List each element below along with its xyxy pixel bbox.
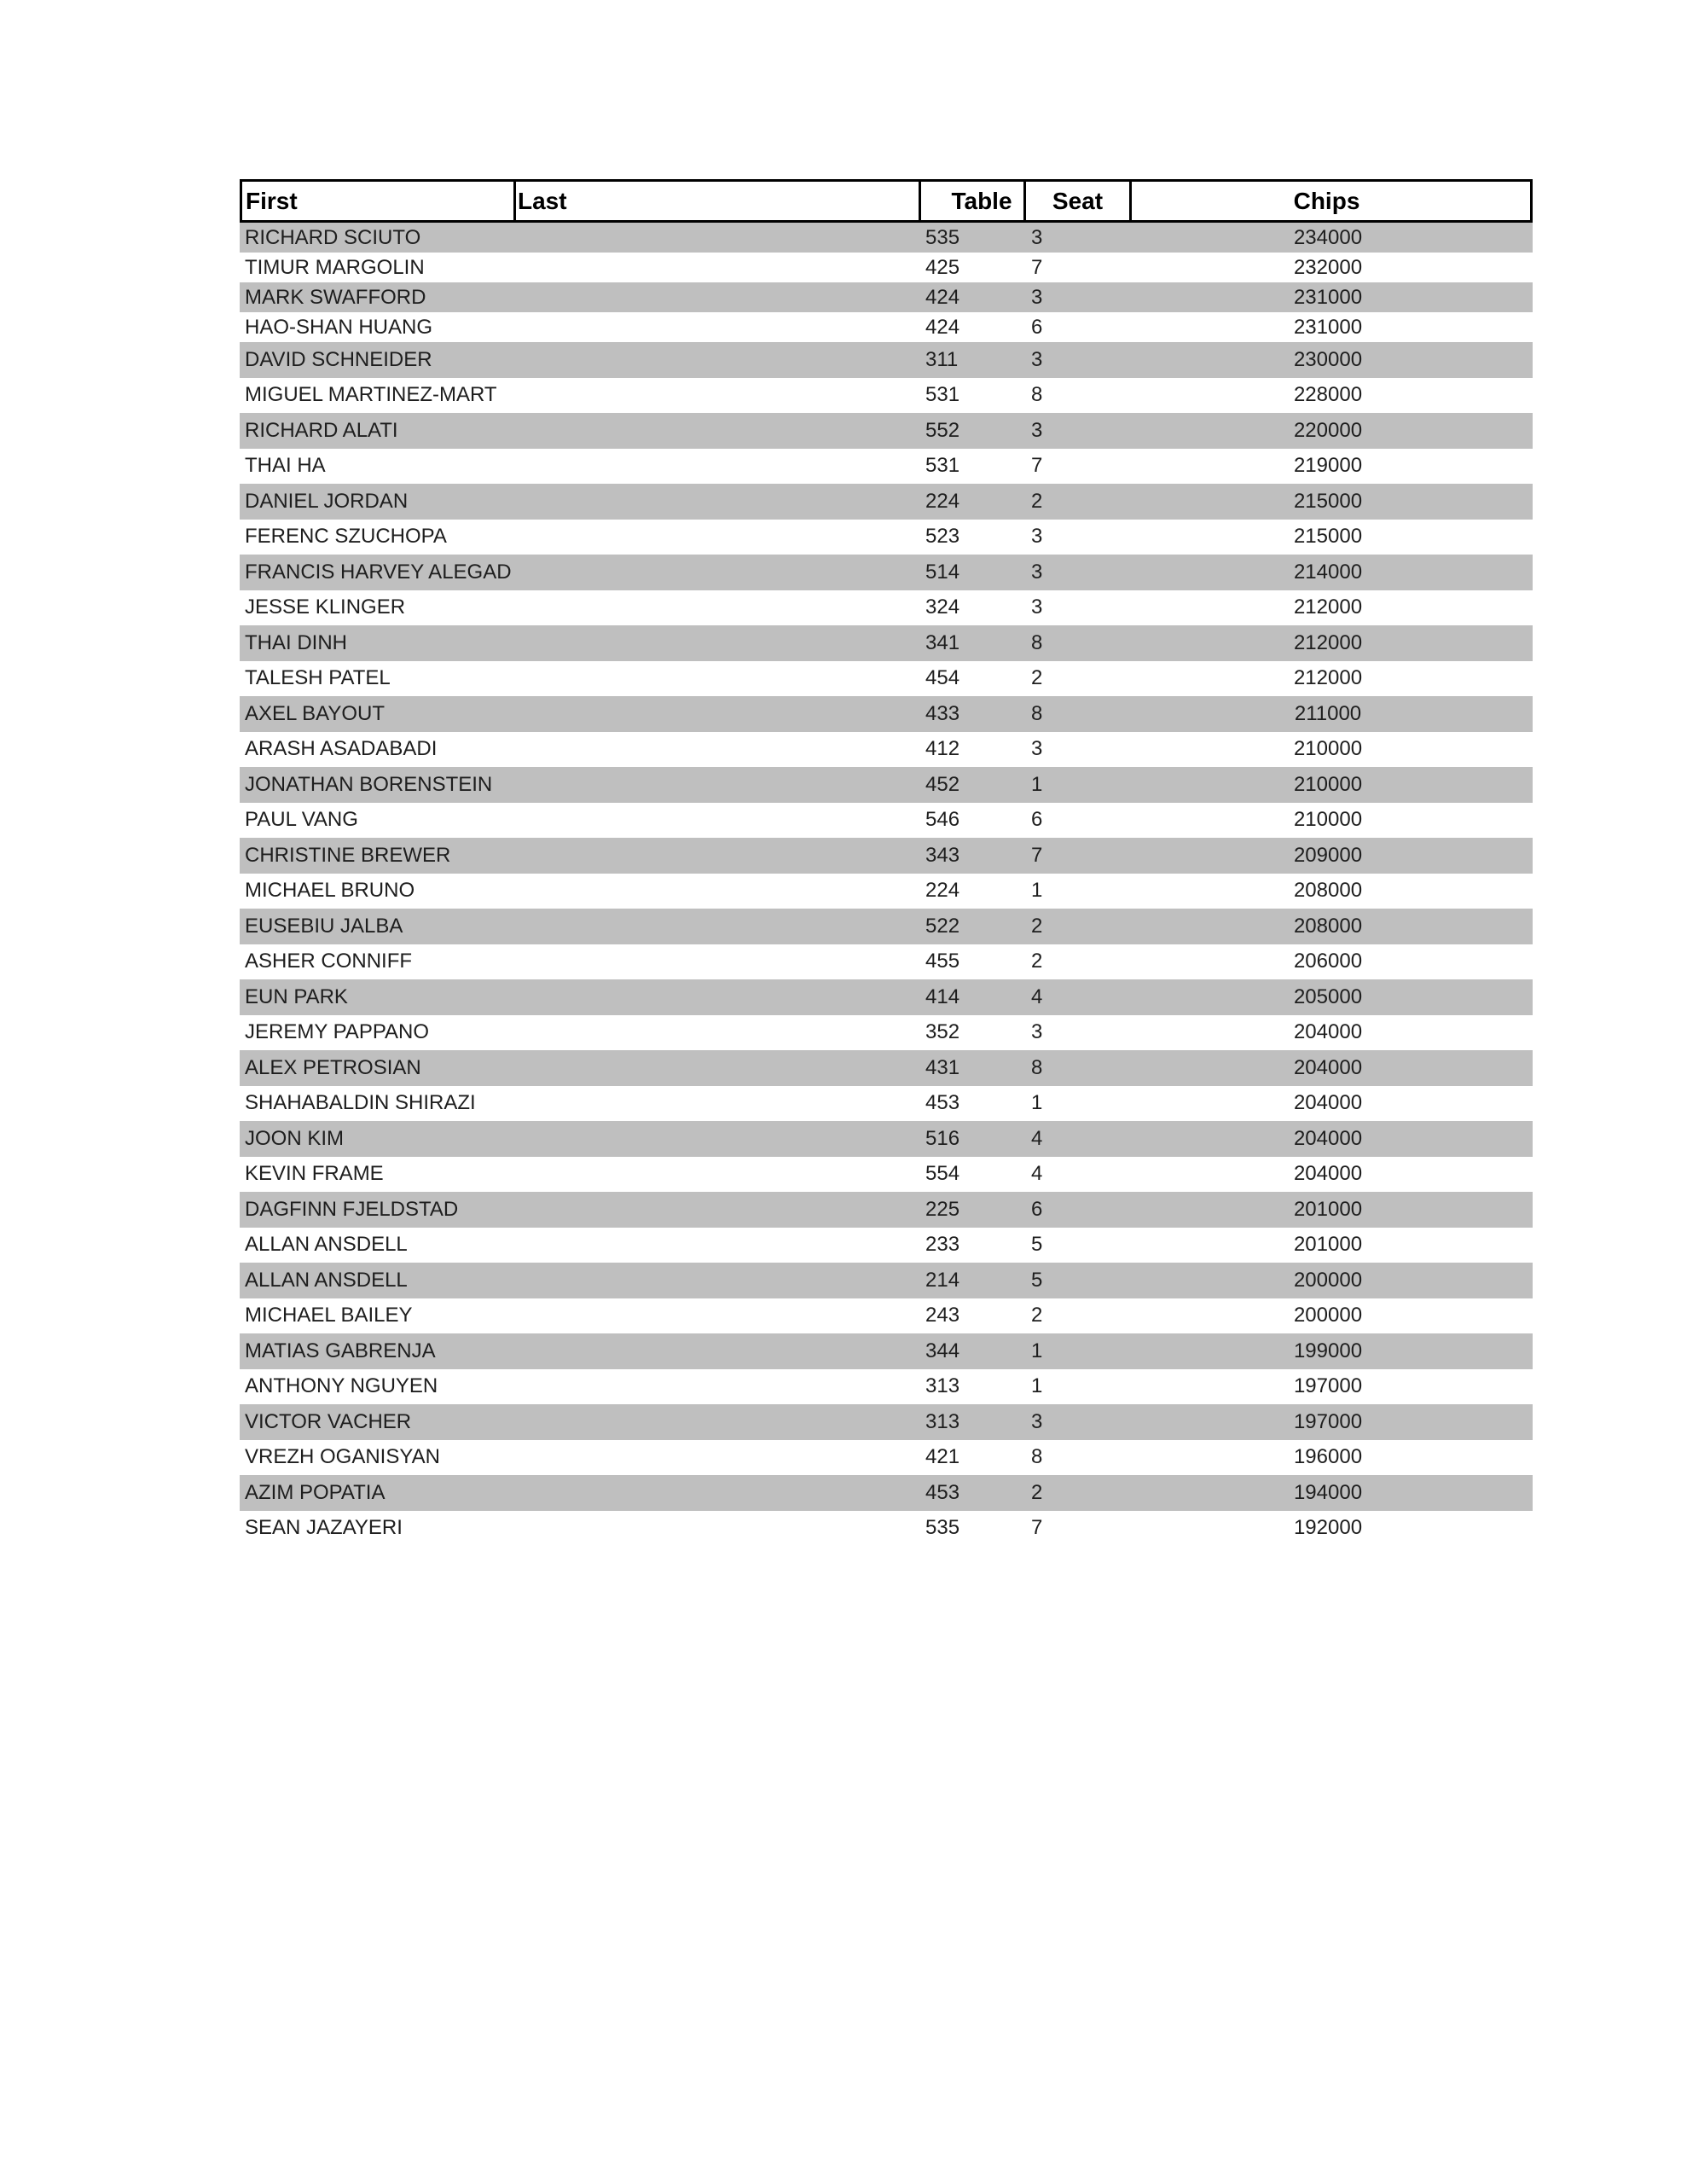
player-name: ALLAN ANSDELL (245, 1233, 408, 1257)
cell-table: 554 (925, 1162, 960, 1186)
cell-first-name (240, 226, 516, 250)
table-row (240, 1263, 1533, 1298)
cell-table: 552 (925, 418, 960, 442)
cell-chips: 210000 (1293, 737, 1363, 761)
cell-seat: 1 (1031, 1339, 1043, 1362)
player-name: TALESH PATEL (245, 666, 391, 690)
cell-seat: 2 (1031, 950, 1043, 973)
cell-seat: 7 (1031, 255, 1043, 279)
player-name: DAVID SCHNEIDER (245, 347, 432, 371)
cell-first-name (240, 1162, 516, 1186)
cell-first-name (240, 985, 516, 1009)
table-row (240, 661, 1533, 697)
player-name: ANTHONY NGUYEN (245, 1374, 438, 1398)
cell-first-name (240, 561, 516, 584)
cell-seat: 2 (1031, 1480, 1043, 1504)
cell-seat: 8 (1031, 630, 1043, 654)
player-name: VICTOR VACHER (245, 1409, 412, 1433)
table-row (240, 696, 1533, 732)
cell-seat: 5 (1031, 1268, 1043, 1292)
player-name: PAUL VANG (245, 808, 358, 832)
cell-seat: 3 (1031, 1020, 1043, 1044)
cell-table: 414 (925, 985, 960, 1008)
table-row (240, 253, 1533, 282)
cell-first-name (240, 1198, 516, 1222)
cell-first-name (240, 1374, 516, 1398)
player-name: FERENC SZUCHOPA (245, 525, 447, 549)
cell-chips: 215000 (1293, 489, 1363, 513)
cell-seat: 4 (1031, 1126, 1043, 1150)
cell-first-name (240, 773, 516, 797)
player-name: RICHARD SCIUTO (245, 225, 421, 249)
player-name: DAGFINN FJELDSTAD (245, 1197, 459, 1221)
cell-chips: 231000 (1293, 315, 1363, 339)
cell-first-name (240, 1020, 516, 1044)
table-row (240, 1015, 1533, 1051)
cell-table: 514 (925, 560, 960, 584)
cell-chips: 211000 (1294, 701, 1362, 725)
table-row (240, 979, 1533, 1015)
cell-chips: 208000 (1293, 879, 1363, 903)
cell-table: 531 (925, 383, 960, 407)
cell-table: 344 (925, 1339, 960, 1362)
player-name: VREZH OGANISYAN (245, 1445, 440, 1469)
cell-table: 341 (925, 630, 960, 654)
player-name: JEREMY PAPPANO (245, 1020, 430, 1044)
table-row (240, 449, 1533, 485)
cell-seat: 3 (1031, 285, 1043, 309)
cell-table: 453 (925, 1480, 960, 1504)
cell-first-name (240, 1445, 516, 1469)
cell-first-name (240, 915, 516, 938)
cell-seat: 3 (1031, 418, 1043, 442)
cell-table: 225 (925, 1197, 960, 1221)
cell-first-name (240, 1056, 516, 1080)
table-row (240, 520, 1533, 555)
cell-first-name (240, 525, 516, 549)
cell-chips: 192000 (1293, 1516, 1363, 1540)
player-name: HAO-SHAN HUANG (245, 315, 433, 339)
cell-chips: 220000 (1293, 418, 1363, 442)
cell-chips: 206000 (1293, 950, 1363, 973)
cell-first-name (240, 1481, 516, 1505)
player-name: AXEL BAYOUT (245, 701, 386, 725)
cell-seat: 1 (1031, 1374, 1043, 1398)
table-row (240, 1369, 1533, 1405)
cell-first-name (240, 808, 516, 832)
table-row (240, 732, 1533, 768)
cell-chips: 234000 (1293, 225, 1363, 249)
cell-chips: 200000 (1293, 1304, 1363, 1327)
table-row (240, 803, 1533, 839)
cell-first-name (240, 737, 516, 761)
cell-seat: 7 (1031, 843, 1043, 867)
player-name: SEAN JAZAYERI (245, 1516, 403, 1540)
cell-chips: 210000 (1293, 808, 1363, 832)
cell-table: 522 (925, 914, 960, 938)
cell-chips: 231000 (1293, 285, 1363, 309)
cell-table: 424 (925, 315, 960, 339)
header-last: Last (516, 182, 921, 220)
cell-chips: 204000 (1293, 1055, 1363, 1079)
cell-chips: 200000 (1293, 1268, 1363, 1292)
table-row (240, 378, 1533, 414)
cell-chips: 212000 (1293, 666, 1363, 690)
player-name: MIGUEL MARTINEZ-MART (245, 383, 497, 407)
player-name: JONATHAN BORENSTEIN (245, 772, 493, 796)
cell-seat: 1 (1031, 879, 1043, 903)
cell-seat: 2 (1031, 489, 1043, 513)
cell-chips: 214000 (1293, 560, 1363, 584)
cell-table: 352 (925, 1020, 960, 1044)
cell-table: 455 (925, 950, 960, 973)
cell-first-name (240, 286, 516, 310)
player-name: JESSE KLINGER (245, 595, 406, 619)
cell-first-name (240, 316, 516, 340)
cell-seat: 3 (1031, 1409, 1043, 1433)
table-row (240, 944, 1533, 980)
cell-chips: 197000 (1293, 1409, 1363, 1433)
cell-seat: 6 (1031, 315, 1043, 339)
cell-chips: 230000 (1293, 347, 1363, 371)
player-name: DANIEL JORDAN (245, 489, 409, 513)
cell-seat: 6 (1031, 1197, 1043, 1221)
cell-seat: 4 (1031, 985, 1043, 1008)
cell-first-name (240, 879, 516, 903)
table-row (240, 1192, 1533, 1228)
cell-chips: 212000 (1293, 630, 1363, 654)
table-row (240, 767, 1533, 803)
cell-chips: 194000 (1293, 1480, 1363, 1504)
cell-first-name (240, 1516, 516, 1540)
table-row (240, 1404, 1533, 1440)
cell-table: 516 (925, 1126, 960, 1150)
cell-table: 452 (925, 772, 960, 796)
header-table: Table (921, 182, 1026, 220)
cell-chips: 204000 (1293, 1091, 1363, 1115)
cell-seat: 3 (1031, 595, 1043, 619)
cell-chips: 201000 (1293, 1197, 1363, 1221)
cell-first-name (240, 490, 516, 514)
player-name: MICHAEL BAILEY (245, 1304, 413, 1327)
cell-table: 424 (925, 285, 960, 309)
cell-first-name (240, 256, 516, 280)
cell-seat: 3 (1031, 737, 1043, 761)
cell-chips: 208000 (1293, 914, 1363, 938)
cell-table: 311 (925, 347, 959, 371)
player-name: ALLAN ANSDELL (245, 1268, 408, 1292)
header-chips: Chips (1293, 187, 1360, 214)
player-name: AZIM POPATIA (245, 1480, 386, 1504)
table-row (240, 223, 1533, 253)
table-row (240, 838, 1533, 874)
cell-seat: 3 (1031, 560, 1043, 584)
header-first: First (242, 182, 516, 220)
chip-count-table (240, 179, 1533, 1546)
cell-seat: 1 (1031, 1091, 1043, 1115)
cell-chips: 204000 (1293, 1126, 1363, 1150)
cell-table: 535 (925, 225, 960, 249)
table-row (240, 484, 1533, 520)
cell-first-name (240, 1269, 516, 1292)
cell-first-name (240, 1091, 516, 1115)
player-name: ARASH ASADABADI (245, 737, 438, 761)
cell-table: 453 (925, 1091, 960, 1115)
cell-table: 343 (925, 843, 960, 867)
cell-table: 531 (925, 454, 960, 478)
table-row (240, 413, 1533, 449)
player-name: FRANCIS HARVEY ALEGAD (245, 560, 512, 584)
cell-chips: 232000 (1293, 255, 1363, 279)
cell-table: 243 (925, 1304, 960, 1327)
cell-chips: 228000 (1293, 383, 1363, 407)
cell-table: 233 (925, 1233, 960, 1257)
player-name: ALEX PETROSIAN (245, 1055, 421, 1079)
cell-chips: 212000 (1293, 595, 1363, 619)
player-name: TIMUR MARGOLIN (245, 255, 425, 279)
table-row (240, 625, 1533, 661)
cell-seat: 3 (1031, 347, 1043, 371)
cell-seat: 7 (1031, 1516, 1043, 1540)
cell-table: 313 (925, 1374, 960, 1398)
cell-first-name (240, 666, 516, 690)
cell-seat: 8 (1031, 383, 1043, 407)
cell-seat: 8 (1031, 1445, 1043, 1469)
cell-chips: 197000 (1293, 1374, 1363, 1398)
table-row (240, 1475, 1533, 1511)
cell-table: 224 (925, 489, 960, 513)
cell-first-name (240, 702, 516, 726)
cell-table: 324 (925, 595, 960, 619)
cell-seat: 3 (1031, 225, 1043, 249)
player-name: MICHAEL BRUNO (245, 879, 415, 903)
table-row (240, 590, 1533, 626)
cell-first-name (240, 631, 516, 655)
cell-table: 523 (925, 525, 960, 549)
table-row (240, 1511, 1533, 1547)
cell-table: 224 (925, 879, 960, 903)
cell-chips: 201000 (1293, 1233, 1363, 1257)
cell-table: 313 (925, 1409, 960, 1433)
cell-seat: 5 (1031, 1233, 1043, 1257)
cell-table: 425 (925, 255, 960, 279)
table-row (240, 555, 1533, 590)
cell-table: 421 (925, 1445, 960, 1469)
cell-chips: 219000 (1293, 454, 1363, 478)
player-name: EUN PARK (245, 985, 348, 1008)
cell-seat: 3 (1031, 525, 1043, 549)
cell-table: 433 (925, 701, 960, 725)
table-row (240, 1228, 1533, 1263)
cell-first-name (240, 1339, 516, 1363)
player-name: MATIAS GABRENJA (245, 1339, 436, 1362)
cell-chips: 199000 (1293, 1339, 1363, 1362)
cell-first-name (240, 348, 516, 372)
table-row (240, 1298, 1533, 1334)
cell-table: 412 (925, 737, 960, 761)
cell-first-name (240, 383, 516, 407)
player-name: ASHER CONNIFF (245, 950, 413, 973)
cell-first-name (240, 454, 516, 478)
player-name: THAI DINH (245, 630, 347, 654)
cell-seat: 8 (1031, 1055, 1043, 1079)
table-body (240, 223, 1533, 1546)
table-row (240, 1121, 1533, 1157)
table-header (240, 179, 1533, 223)
cell-seat: 4 (1031, 1162, 1043, 1186)
table-row (240, 1157, 1533, 1193)
player-name: RICHARD ALATI (245, 418, 398, 442)
cell-seat: 2 (1031, 1304, 1043, 1327)
table-row (240, 342, 1533, 378)
cell-table: 546 (925, 808, 960, 832)
header-seat: Seat (1026, 182, 1132, 220)
player-name: EUSEBIU JALBA (245, 914, 403, 938)
cell-first-name (240, 1304, 516, 1327)
table-row (240, 312, 1533, 342)
cell-seat: 2 (1031, 914, 1043, 938)
table-row (240, 282, 1533, 312)
cell-first-name (240, 950, 516, 973)
cell-seat: 2 (1031, 666, 1043, 690)
table-row (240, 1086, 1533, 1122)
cell-first-name (240, 419, 516, 443)
cell-chips: 204000 (1293, 1162, 1363, 1186)
cell-seat: 8 (1031, 701, 1043, 725)
cell-chips: 205000 (1293, 985, 1363, 1008)
player-name: SHAHABALDIN SHIRAZI (245, 1091, 476, 1115)
table-row (240, 874, 1533, 909)
cell-first-name (240, 595, 516, 619)
cell-first-name (240, 1410, 516, 1434)
cell-table: 431 (925, 1055, 960, 1079)
table-row (240, 1333, 1533, 1369)
cell-seat: 6 (1031, 808, 1043, 832)
cell-chips: 210000 (1293, 772, 1363, 796)
cell-chips: 196000 (1293, 1445, 1363, 1469)
player-name: THAI HA (245, 454, 326, 478)
cell-table: 535 (925, 1516, 960, 1540)
player-name: JOON KIM (245, 1126, 345, 1150)
cell-first-name (240, 1233, 516, 1257)
player-name: CHRISTINE BREWER (245, 843, 451, 867)
cell-chips: 209000 (1293, 843, 1363, 867)
cell-table: 214 (925, 1268, 960, 1292)
player-name: MARK SWAFFORD (245, 285, 426, 309)
cell-first-name (240, 1127, 516, 1151)
cell-chips: 204000 (1293, 1020, 1363, 1044)
table-row (240, 1440, 1533, 1476)
cell-seat: 1 (1031, 772, 1043, 796)
cell-chips: 215000 (1293, 525, 1363, 549)
table-row (240, 909, 1533, 944)
cell-first-name (240, 844, 516, 868)
cell-seat: 7 (1031, 454, 1043, 478)
cell-table: 454 (925, 666, 960, 690)
table-row (240, 1050, 1533, 1086)
player-name: KEVIN FRAME (245, 1162, 384, 1186)
